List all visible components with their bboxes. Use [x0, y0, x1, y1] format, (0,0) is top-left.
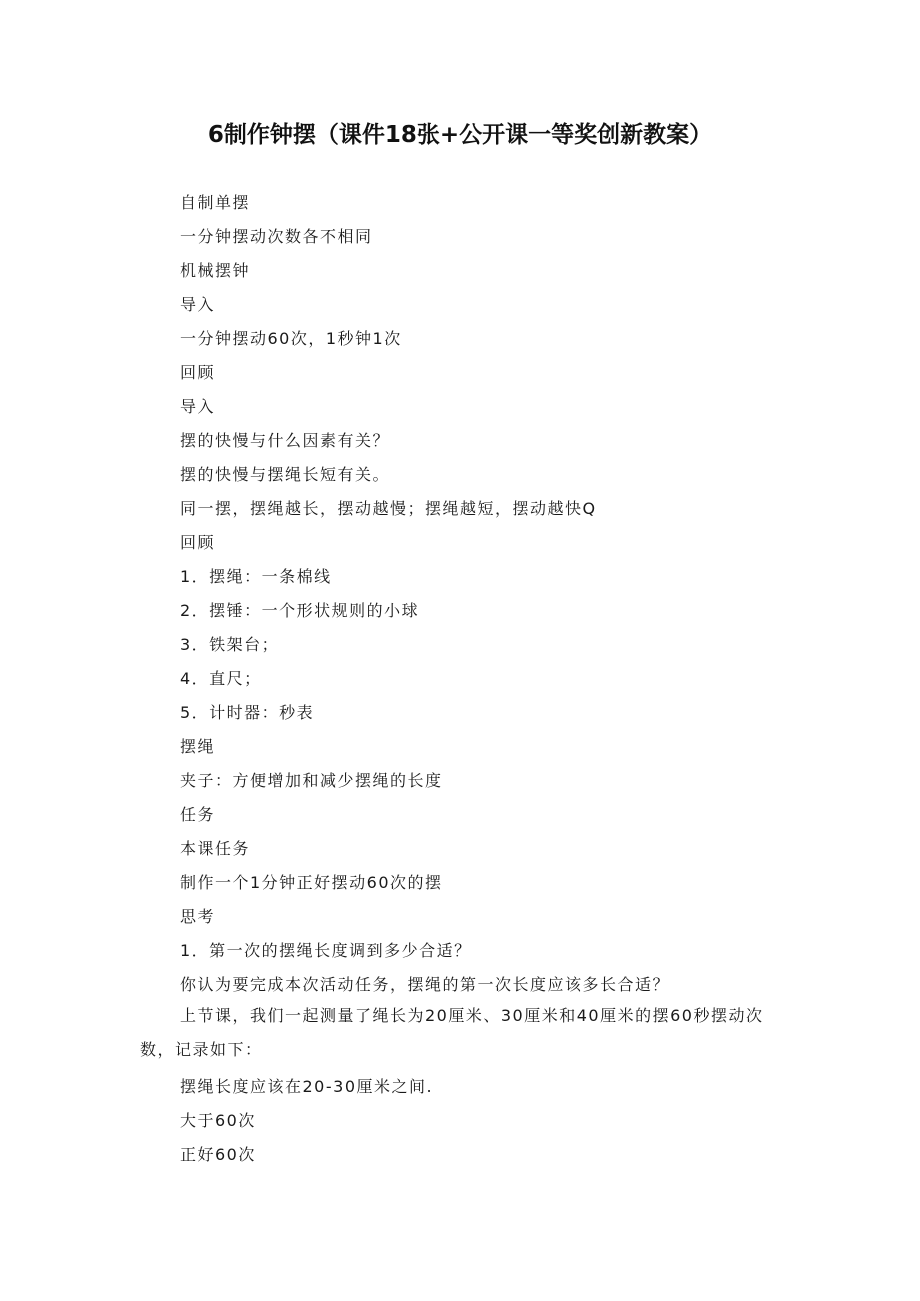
text-line: 一分钟摆动60次，1秒钟1次 — [180, 329, 402, 348]
text-line: 摆绳 — [180, 737, 216, 756]
text-line: 思考 — [180, 907, 216, 926]
text-line: 大于60次 — [180, 1111, 256, 1130]
document-title: 6制作钟摆（课件18张+公开课一等奖创新教案） — [207, 122, 713, 148]
text-line: 回顾 — [180, 363, 216, 382]
text-line: 摆的快慢与摆绳长短有关。 — [180, 465, 391, 484]
text-line: 自制单摆 — [180, 193, 251, 212]
text-line: 导入 — [180, 295, 216, 314]
list-item: 5．计时器：秒表 — [180, 703, 315, 722]
list-item: 3．铁架台； — [180, 635, 280, 654]
text-line: 导入 — [180, 397, 216, 416]
text-line: 夹子：方便增加和减少摆绳的长度 — [180, 771, 443, 790]
body-paragraph: 上节课，我们一起测量了绳长为20厘米、30厘米和40厘米的摆60秒摆动次数，记录如下： — [140, 1006, 764, 1059]
text-line: 你认为要完成本次活动任务，摆绳的第一次长度应该多长合适？ — [180, 975, 671, 994]
text-line: 本课任务 — [180, 839, 251, 858]
list-item: 2．摆锤：一个形状规则的小球 — [180, 601, 420, 620]
text-line: 制作一个1分钟正好摆动60次的摆 — [180, 873, 443, 892]
text-line: 摆的快慢与什么因素有关？ — [180, 431, 391, 450]
list-item: 1．第一次的摆绳长度调到多少合适？ — [180, 941, 472, 960]
text-line: 机械摆钟 — [180, 261, 251, 280]
text-line: 一分钟摆动次数各不相同 — [180, 227, 373, 246]
list-item: 4．直尺； — [180, 669, 262, 688]
text-line: 任务 — [180, 805, 216, 824]
list-item: 1．摆绳：一条棉线 — [180, 567, 332, 586]
text-line: 同一摆，摆绳越长，摆动越慢；摆绳越短，摆动越快Q — [180, 499, 597, 518]
text-line: 回顾 — [180, 533, 216, 552]
text-line: 正好60次 — [180, 1145, 256, 1164]
text-line: 摆绳长度应该在20-30厘米之间. — [180, 1077, 434, 1096]
